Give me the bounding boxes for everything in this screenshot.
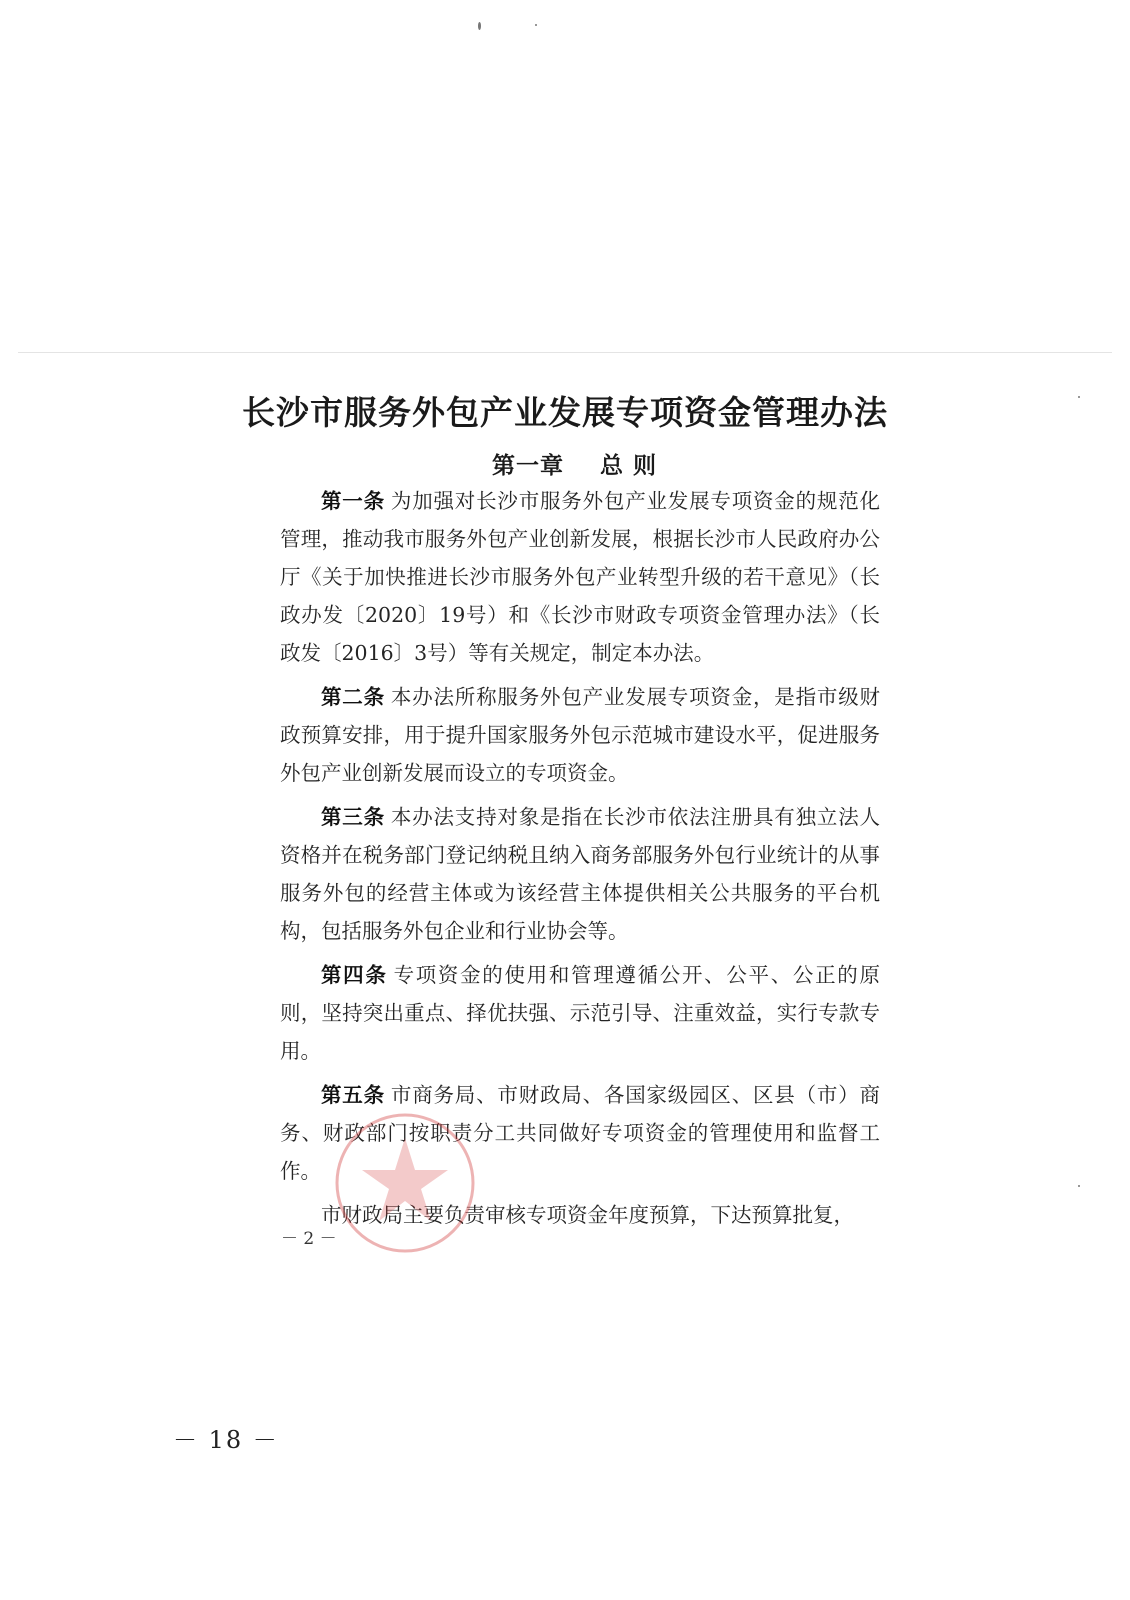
article-text: 本办法所称服务外包产业发展专项资金，是指市级财政预算安排，用于提升国家服务外包示范城市建设水平，促进服务外包产业创新发展而设立的专项资金。 [280, 685, 881, 785]
article-text: 市商务局、市财政局、各国家级园区、区县（市）商务、财政部门按职责分工共同做好专项资金的管理使用和监督工作。 [280, 1083, 881, 1183]
article-text: 专项资金的使用和管理遵循公开、公平、公正的原则，坚持突出重点、择优扶强、示范引导、注重效益，实行专款专用。 [280, 963, 880, 1063]
chapter-heading [492, 447, 657, 480]
article-2 [280, 678, 880, 792]
document-title: 长沙市服务外包产业发展专项资金管理办法 [242, 393, 888, 433]
article-text: 为加强对长沙市服务外包产业发展专项资金的规范化管理，推动我市服务外包产业创新发展，根据长沙市人民政府办公厅《关于加快推进长沙市服务外包产业转型升级的若干意见》（长政办发〔2020〕19号）和《长沙市财政专项资金管理办法》（长政发〔2016〕3号）等有关规定，制定本办法。 [280, 489, 881, 665]
article-label: 第一条 [321, 489, 385, 513]
article-label: 第三条 [321, 805, 385, 829]
article-3 [280, 798, 880, 950]
official-seal-stamp [330, 1108, 480, 1258]
continuation-paragraph: 市财政局主要负责审核专项资金年度预算，下达预算批复， [321, 1203, 854, 1227]
chapter-number: 第一章 [492, 452, 564, 479]
scan-speck [1078, 1185, 1080, 1187]
scan-fold-line [18, 352, 1112, 353]
article-text: 本办法支持对象是指在长沙市依法注册具有独立法人资格并在税务部门登记纳税且纳入商务部服务外包行业统计的从事服务外包的经营主体或为该经营主体提供相关公共服务的平台机构，包括服务外包企业和行业协会等。 [280, 805, 881, 943]
article-label: 第二条 [321, 685, 385, 709]
article-label: 第四条 [321, 963, 388, 987]
article-label: 第五条 [321, 1083, 385, 1107]
scan-speck [535, 24, 537, 26]
inner-page-number: － 2 － [281, 1229, 337, 1249]
article-1 [280, 482, 880, 672]
outer-page-number: － 18 － [173, 1426, 279, 1454]
chapter-name: 总 则 [600, 452, 658, 479]
scan-speck [478, 22, 481, 30]
article-4 [280, 956, 880, 1070]
